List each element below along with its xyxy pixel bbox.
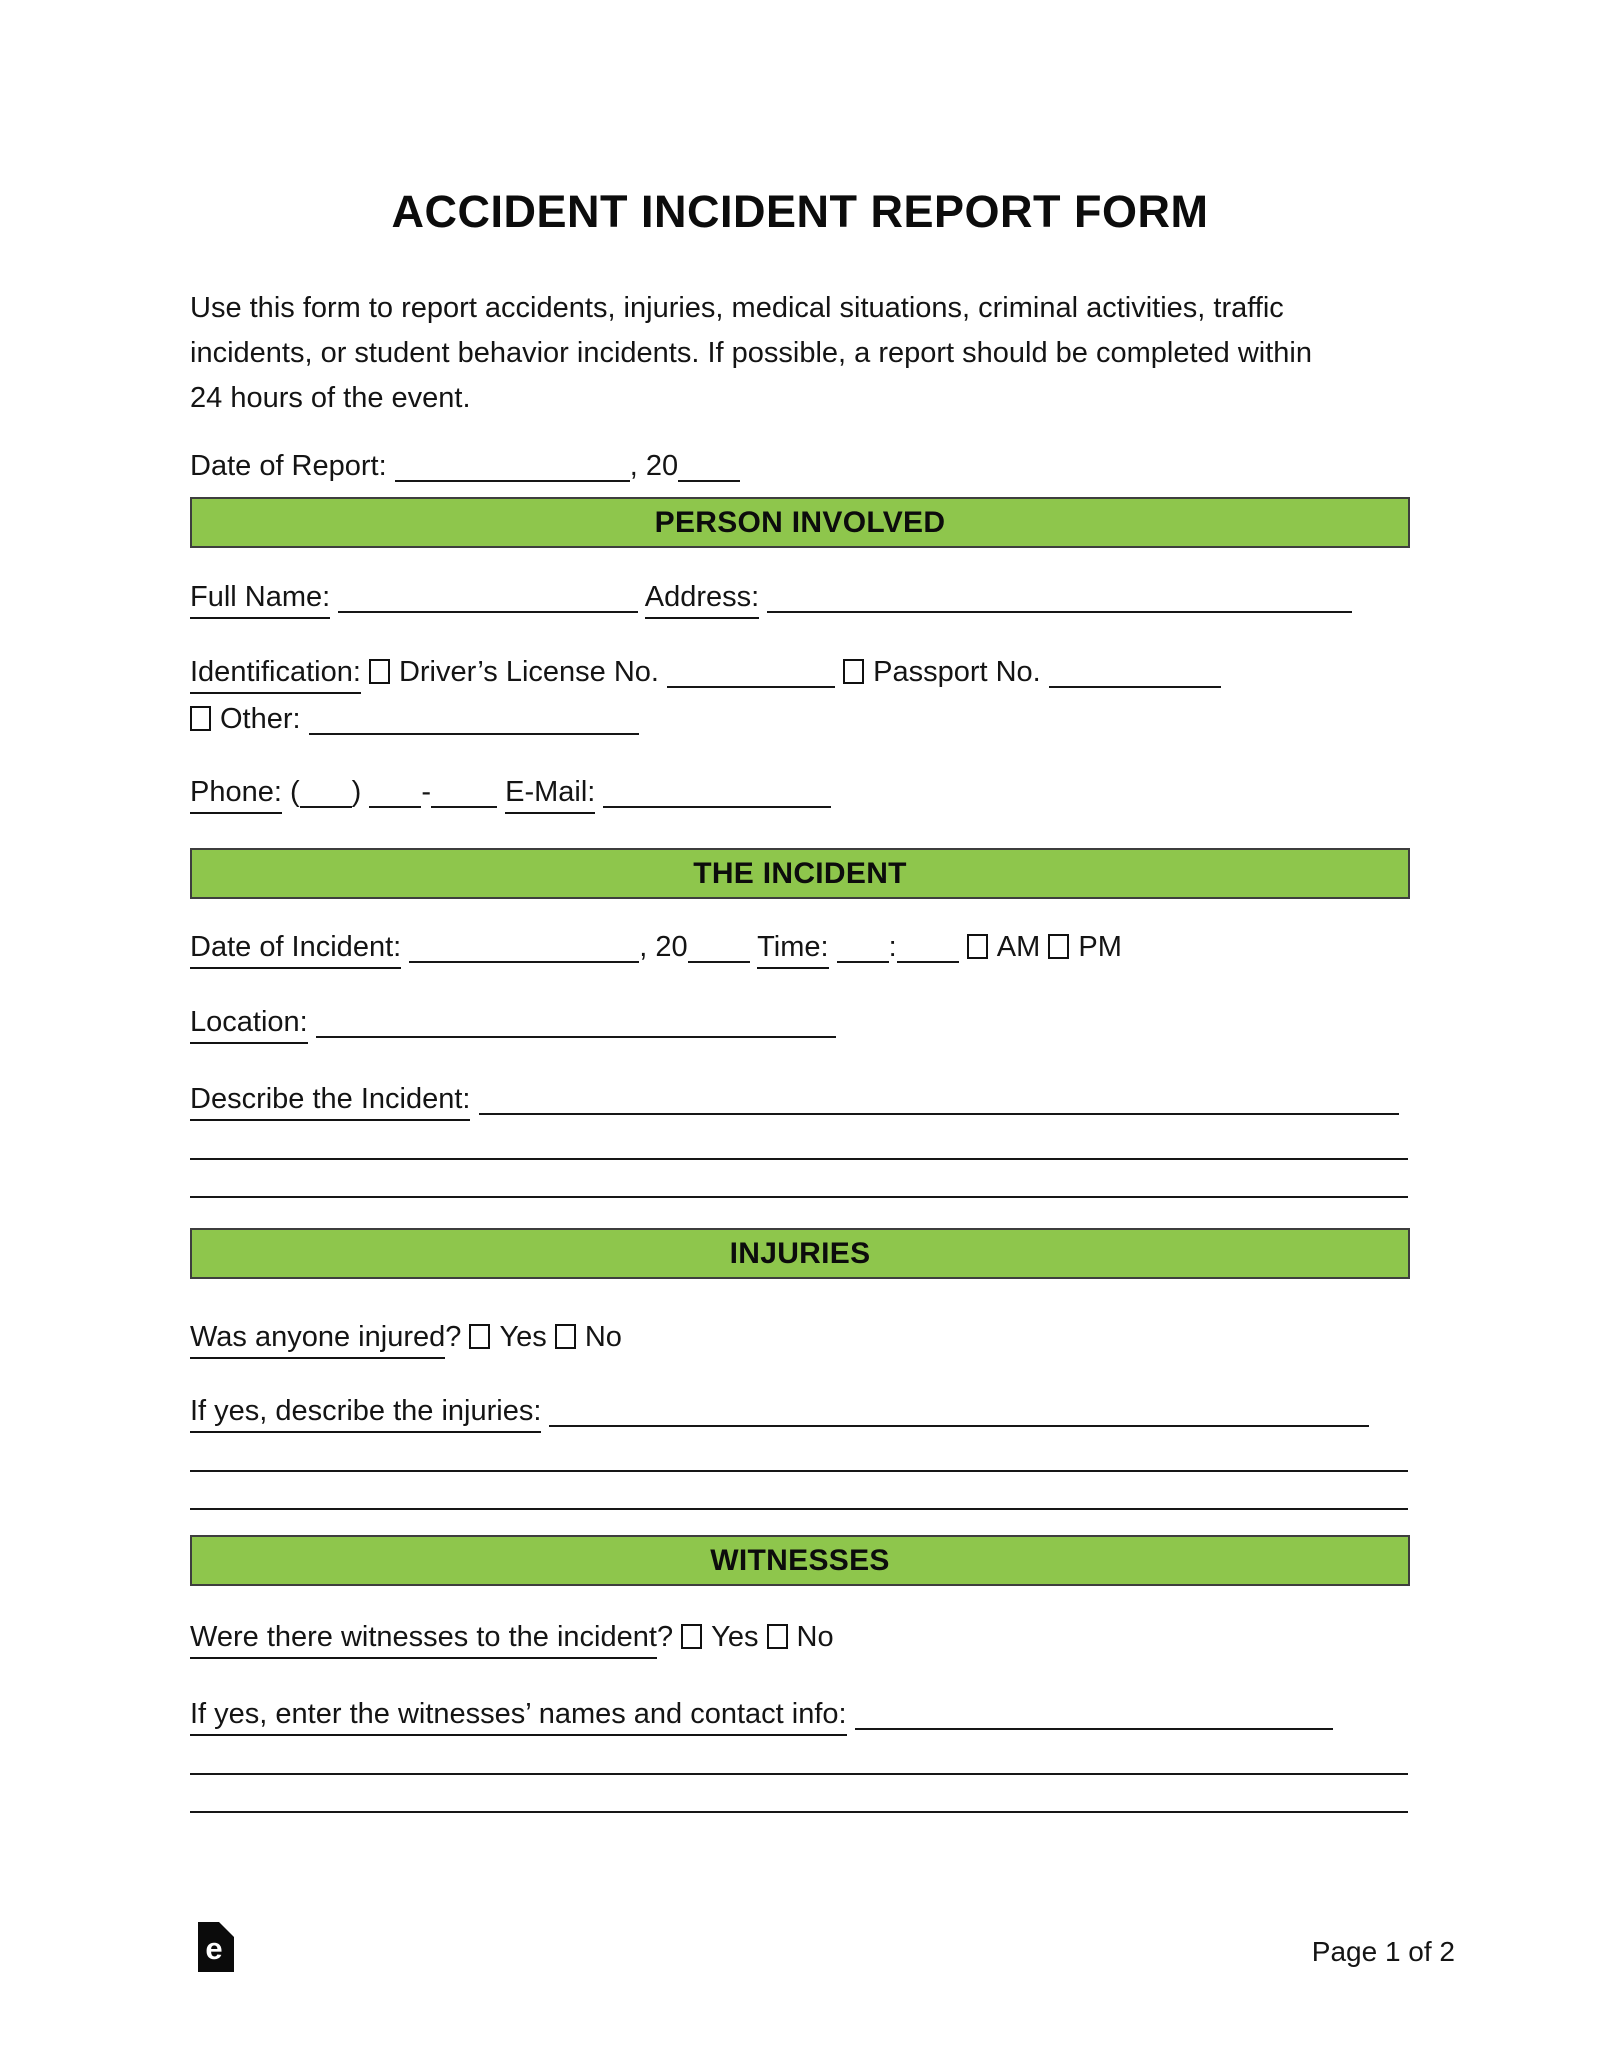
witnesses-info-row [190, 1692, 1410, 1736]
section-header-the-incident [190, 848, 1410, 899]
other-checkbox[interactable] [190, 706, 211, 731]
am-checkbox[interactable] [967, 934, 988, 959]
intro-line-1: Use this form to report accidents, injuries, medical situations, criminal activities, traffic [190, 292, 1284, 324]
email-label: E-Mail: [505, 776, 595, 814]
phone-email-row [190, 770, 1410, 814]
section-header-witnesses-label: WITNESSES [710, 1543, 890, 1577]
pm-checkbox[interactable] [1048, 934, 1069, 959]
time-hour-blank[interactable] [837, 953, 889, 963]
phone-line-blank[interactable] [431, 798, 497, 808]
section-header-the-incident-label: THE INCIDENT [693, 856, 907, 890]
section-header-person-involved-label: PERSON INVOLVED [654, 505, 946, 539]
time-colon: : [888, 931, 897, 963]
phone-area-code-blank[interactable] [300, 798, 352, 808]
comma-year-text: , 20 [629, 450, 679, 482]
email-blank[interactable] [603, 798, 831, 808]
intro-line-2: incidents, or student behavior incidents. If possible, a report should be completed within [190, 337, 1312, 369]
identification-row [190, 650, 1410, 694]
describe-injuries-label: If yes, describe the injuries: [190, 1395, 541, 1433]
passport-number-blank[interactable] [1049, 678, 1221, 688]
describe-injuries-line-2-blank[interactable] [190, 1436, 1408, 1472]
date-of-report-blank[interactable] [395, 472, 630, 482]
pm-label: PM [1078, 931, 1122, 963]
witnesses-info-blank[interactable] [855, 1720, 1333, 1730]
describe-injuries-row [190, 1389, 1410, 1433]
witnesses-info-label: If yes, enter the witnesses’ names and contact info: [190, 1698, 847, 1736]
date-of-report-label: Date of Report: [190, 450, 387, 482]
injured-no-checkbox[interactable] [555, 1324, 576, 1349]
other-blank[interactable] [309, 725, 639, 735]
describe-injuries-blank[interactable] [549, 1417, 1369, 1427]
describe-injuries-line-3-blank[interactable] [190, 1474, 1408, 1510]
injured-question-mark: ? [445, 1321, 462, 1353]
location-row [190, 1000, 1410, 1044]
witnesses-question-row [190, 1615, 1410, 1659]
describe-incident-line-3-blank[interactable] [190, 1162, 1408, 1198]
full-name-label: Full Name: [190, 581, 330, 619]
am-label: AM [996, 931, 1041, 963]
section-header-person-involved [190, 497, 1410, 548]
time-label: Time: [757, 931, 828, 969]
section-header-injuries [190, 1228, 1410, 1279]
phone-prefix-blank[interactable] [369, 798, 421, 808]
passport-checkbox[interactable] [843, 659, 864, 684]
describe-incident-row [190, 1077, 1410, 1121]
witnesses-no-label: No [796, 1621, 834, 1653]
eforms-logo [198, 1922, 234, 1972]
page-number: Page 1 of 2 [1311, 1936, 1455, 1967]
section-header-witnesses [190, 1535, 1410, 1586]
describe-incident-line-2 [190, 1124, 1410, 1162]
drivers-license-checkbox[interactable] [369, 659, 390, 684]
injured-no-label: No [584, 1321, 622, 1353]
time-minute-blank[interactable] [897, 953, 959, 963]
phone-label: Phone: [190, 776, 282, 814]
passport-label: Passport No. [873, 656, 1041, 688]
phone-close-paren: ) [351, 776, 362, 808]
describe-injuries-line-2 [190, 1436, 1410, 1474]
location-label: Location: [190, 1006, 308, 1044]
phone-open-paren: ( [289, 776, 300, 808]
date-of-report-year-blank[interactable] [678, 472, 740, 482]
witnesses-yes-checkbox[interactable] [681, 1624, 702, 1649]
injured-yes-label: Yes [499, 1321, 547, 1353]
incident-year-blank[interactable] [688, 953, 750, 963]
describe-incident-line-2-blank[interactable] [190, 1124, 1408, 1160]
witnesses-question-mark: ? [656, 1621, 674, 1653]
address-blank[interactable] [767, 603, 1352, 613]
date-of-incident-label: Date of Incident: [190, 931, 401, 969]
phone-dash: - [421, 776, 432, 808]
address-label: Address: [645, 581, 759, 619]
injured-question-label: Was anyone injured [190, 1321, 445, 1359]
eforms-logo-letter: e [205, 1931, 223, 1966]
incident-comma-year-text: , 20 [639, 931, 688, 963]
full-name-row [190, 575, 1410, 619]
intro-line-3: 24 hours of the event. [190, 382, 471, 414]
other-label: Other: [220, 703, 301, 735]
identification-label: Identification: [190, 656, 361, 694]
location-blank[interactable] [316, 1028, 836, 1038]
section-header-injuries-label: INJURIES [729, 1236, 871, 1270]
full-name-blank[interactable] [338, 603, 638, 613]
describe-incident-blank[interactable] [479, 1105, 1399, 1115]
drivers-license-label: Driver’s License No. [398, 656, 659, 688]
witnesses-info-line-2-blank[interactable] [190, 1739, 1408, 1775]
describe-incident-line-3 [190, 1162, 1410, 1200]
witnesses-info-line-2 [190, 1739, 1410, 1777]
witnesses-yes-label: Yes [711, 1621, 759, 1653]
describe-injuries-line-3 [190, 1474, 1410, 1512]
witnesses-info-line-3 [190, 1777, 1410, 1815]
injured-yes-checkbox[interactable] [469, 1324, 490, 1349]
describe-incident-label: Describe the Incident: [190, 1083, 470, 1121]
drivers-license-number-blank[interactable] [667, 678, 835, 688]
other-identification-row [190, 697, 1410, 741]
page-title: ACCIDENT INCIDENT REPORT FORM [391, 186, 1209, 237]
witnesses-no-checkbox[interactable] [767, 1624, 788, 1649]
date-of-incident-blank[interactable] [409, 953, 639, 963]
witnesses-info-line-3-blank[interactable] [190, 1777, 1408, 1813]
intro-paragraph [190, 286, 1410, 421]
date-of-report-row [190, 444, 1410, 488]
witnesses-question-label: Were there witnesses to the incident [190, 1621, 657, 1659]
injured-question-row [190, 1315, 1410, 1359]
date-of-incident-row [190, 925, 1410, 969]
